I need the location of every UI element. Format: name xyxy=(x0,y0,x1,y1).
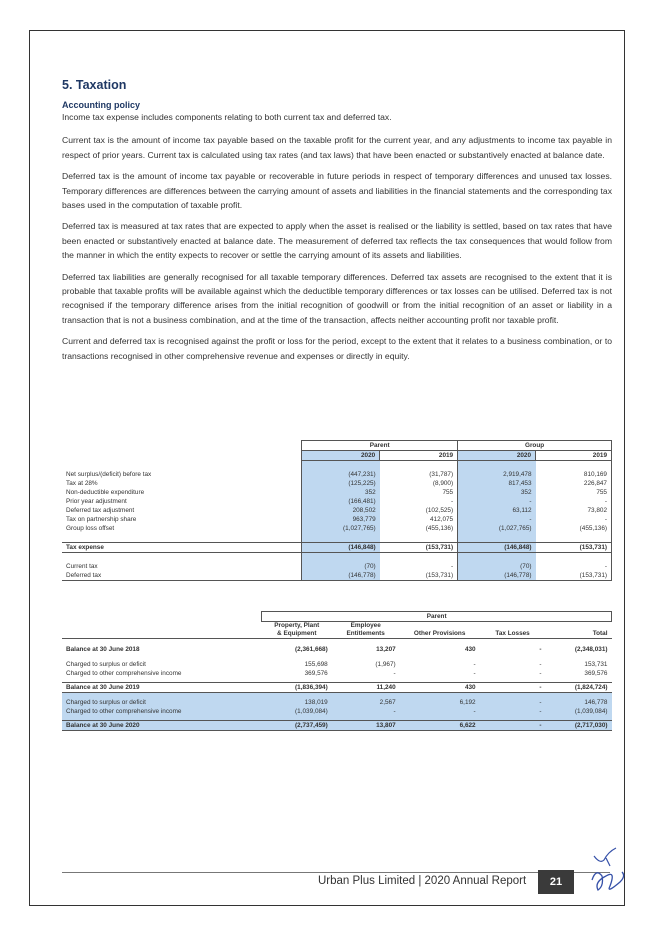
accounting-policy-heading: Accounting policy xyxy=(62,100,141,110)
col-tax-losses: Tax Losses xyxy=(480,622,546,639)
tax-reconciliation-table xyxy=(62,440,612,581)
col-ppe: Property, Plant & Equipment xyxy=(262,622,332,639)
balance-row-2018: Balance at 30 June 2018 (2,361,668) 13,207 430 - (2,348,031) xyxy=(66,646,608,653)
table-header-groups xyxy=(62,441,612,451)
table-header-parent xyxy=(62,612,612,622)
table-row: Charged to other comprehensive income 369,576 - - - 369,576 xyxy=(66,670,608,677)
year-header: 2019 xyxy=(536,451,612,461)
table-row: Tax at 28% (125,225) (8,900) 817,453 226,847 xyxy=(62,479,612,488)
year-header: 2020 xyxy=(458,451,536,461)
balance-row-2019: Balance at 30 June 2019 (1,836,394) 11,240 430 - (1,824,724) xyxy=(62,683,612,693)
paragraph-6: Current and deferred tax is recognised against the profit or loss for the period, except to the extent that it relates to a business combination, or to transactions recognised in other comprehensive revenue and expenses or directly in equity. xyxy=(62,336,612,361)
table-row: Charged to surplus or deficit 138,019 2,567 6,192 - 146,778 xyxy=(62,698,612,707)
tax-expense-row: Tax expense (146,848) (153,731) (146,848) (153,731) xyxy=(62,543,612,553)
deferred-tax-movement-table xyxy=(62,611,612,731)
table-row: Tax on partnership share 963,779 412,075 - - xyxy=(62,515,612,524)
balance-row-2020: Balance at 30 June 2020 (2,737,459) 13,807 6,622 - (2,717,030) xyxy=(62,721,612,731)
table-row: Group loss offset (1,027,765) (455,136) (1,027,765) (455,136) xyxy=(62,524,612,533)
section-title: 5. Taxation xyxy=(62,78,127,92)
paragraph-2: Current tax is the amount of income tax payable based on the taxable profit for the current year, and any adjustments to income tax payable in respect of prior years. Current tax is calculated using tax rates (and tax laws) that have been enacted or substantively enacted at balance date. xyxy=(62,135,612,160)
col-other-provisions: Other Provisions xyxy=(400,622,480,639)
year-header: 2019 xyxy=(380,451,458,461)
taxation-section xyxy=(62,78,612,370)
table-row: Charged to surplus or deficit 155,698 (1,967) - - 153,731 xyxy=(66,661,608,668)
parent-header: Parent xyxy=(262,612,612,622)
paragraph-1: Income tax expense includes components relating to both current tax and deferred tax. xyxy=(62,112,392,122)
table-header-years xyxy=(62,451,612,461)
parent-header: Parent xyxy=(302,441,458,451)
group-header: Group xyxy=(458,441,612,451)
col-employee: Employee Entitlements xyxy=(332,622,400,639)
paragraph-4: Deferred tax is measured at tax rates that are expected to apply when the asset is realised or the liability is settled, based on tax rates that have been enacted or substantively enacted at balance date. The measurement of deferred tax reflects the tax consequences that would follow from the manner in which the entity expects to recover or settle the carrying amount of its assets and liabilities. xyxy=(62,221,612,261)
table-row: Net surplus/(deficit) before tax (447,231) (31,787) 2,919,478 810,169 xyxy=(62,470,612,479)
page-number: 21 xyxy=(538,870,574,894)
signature-initials-icon xyxy=(586,842,630,898)
table-row: Prior year adjustment (166,481) - - - xyxy=(62,497,612,506)
year-header: 2020 xyxy=(302,451,380,461)
table-row: Deferred tax adjustment 208,502 (102,525) 63,112 73,802 xyxy=(62,506,612,515)
paragraph-5: Deferred tax liabilities are generally recognised for all taxable temporary differences. Deferred tax assets are recognised to the extent that it is probable that taxable profits will be available against which the deductible temporary differences or tax losses can be utilised. Deferred tax is not recognised if the temporary difference arises from the initial recognition of goodwill or from the initial recognition of an asset or liability in a transaction that is not a business combination, and at the time of the transaction, affects neither accounting profit nor taxable profit. xyxy=(62,271,612,325)
column-headers xyxy=(62,622,612,639)
table-row: Charged to other comprehensive income (1,039,084) - - - (1,039,084) xyxy=(62,707,612,716)
table-row: Deferred tax (146,778) (153,731) (146,778) (153,731) xyxy=(62,571,612,581)
footer-title: Urban Plus Limited | 2020 Annual Report xyxy=(318,875,527,887)
col-total: Total xyxy=(546,622,612,639)
paragraph-3: Deferred tax is the amount of income tax payable or recoverable in future periods in respect of temporary differences and unused tax losses. Temporary differences are differences between the carrying amount of assets and liabilities in the financial statements and the corresponding tax bases used in the computation of taxable profit. xyxy=(62,171,612,211)
table-row: Non-deductible expenditure 352 755 352 755 xyxy=(62,488,612,497)
footer-rule xyxy=(62,872,610,873)
table-row: Current tax (70) - (70) - xyxy=(62,562,612,571)
